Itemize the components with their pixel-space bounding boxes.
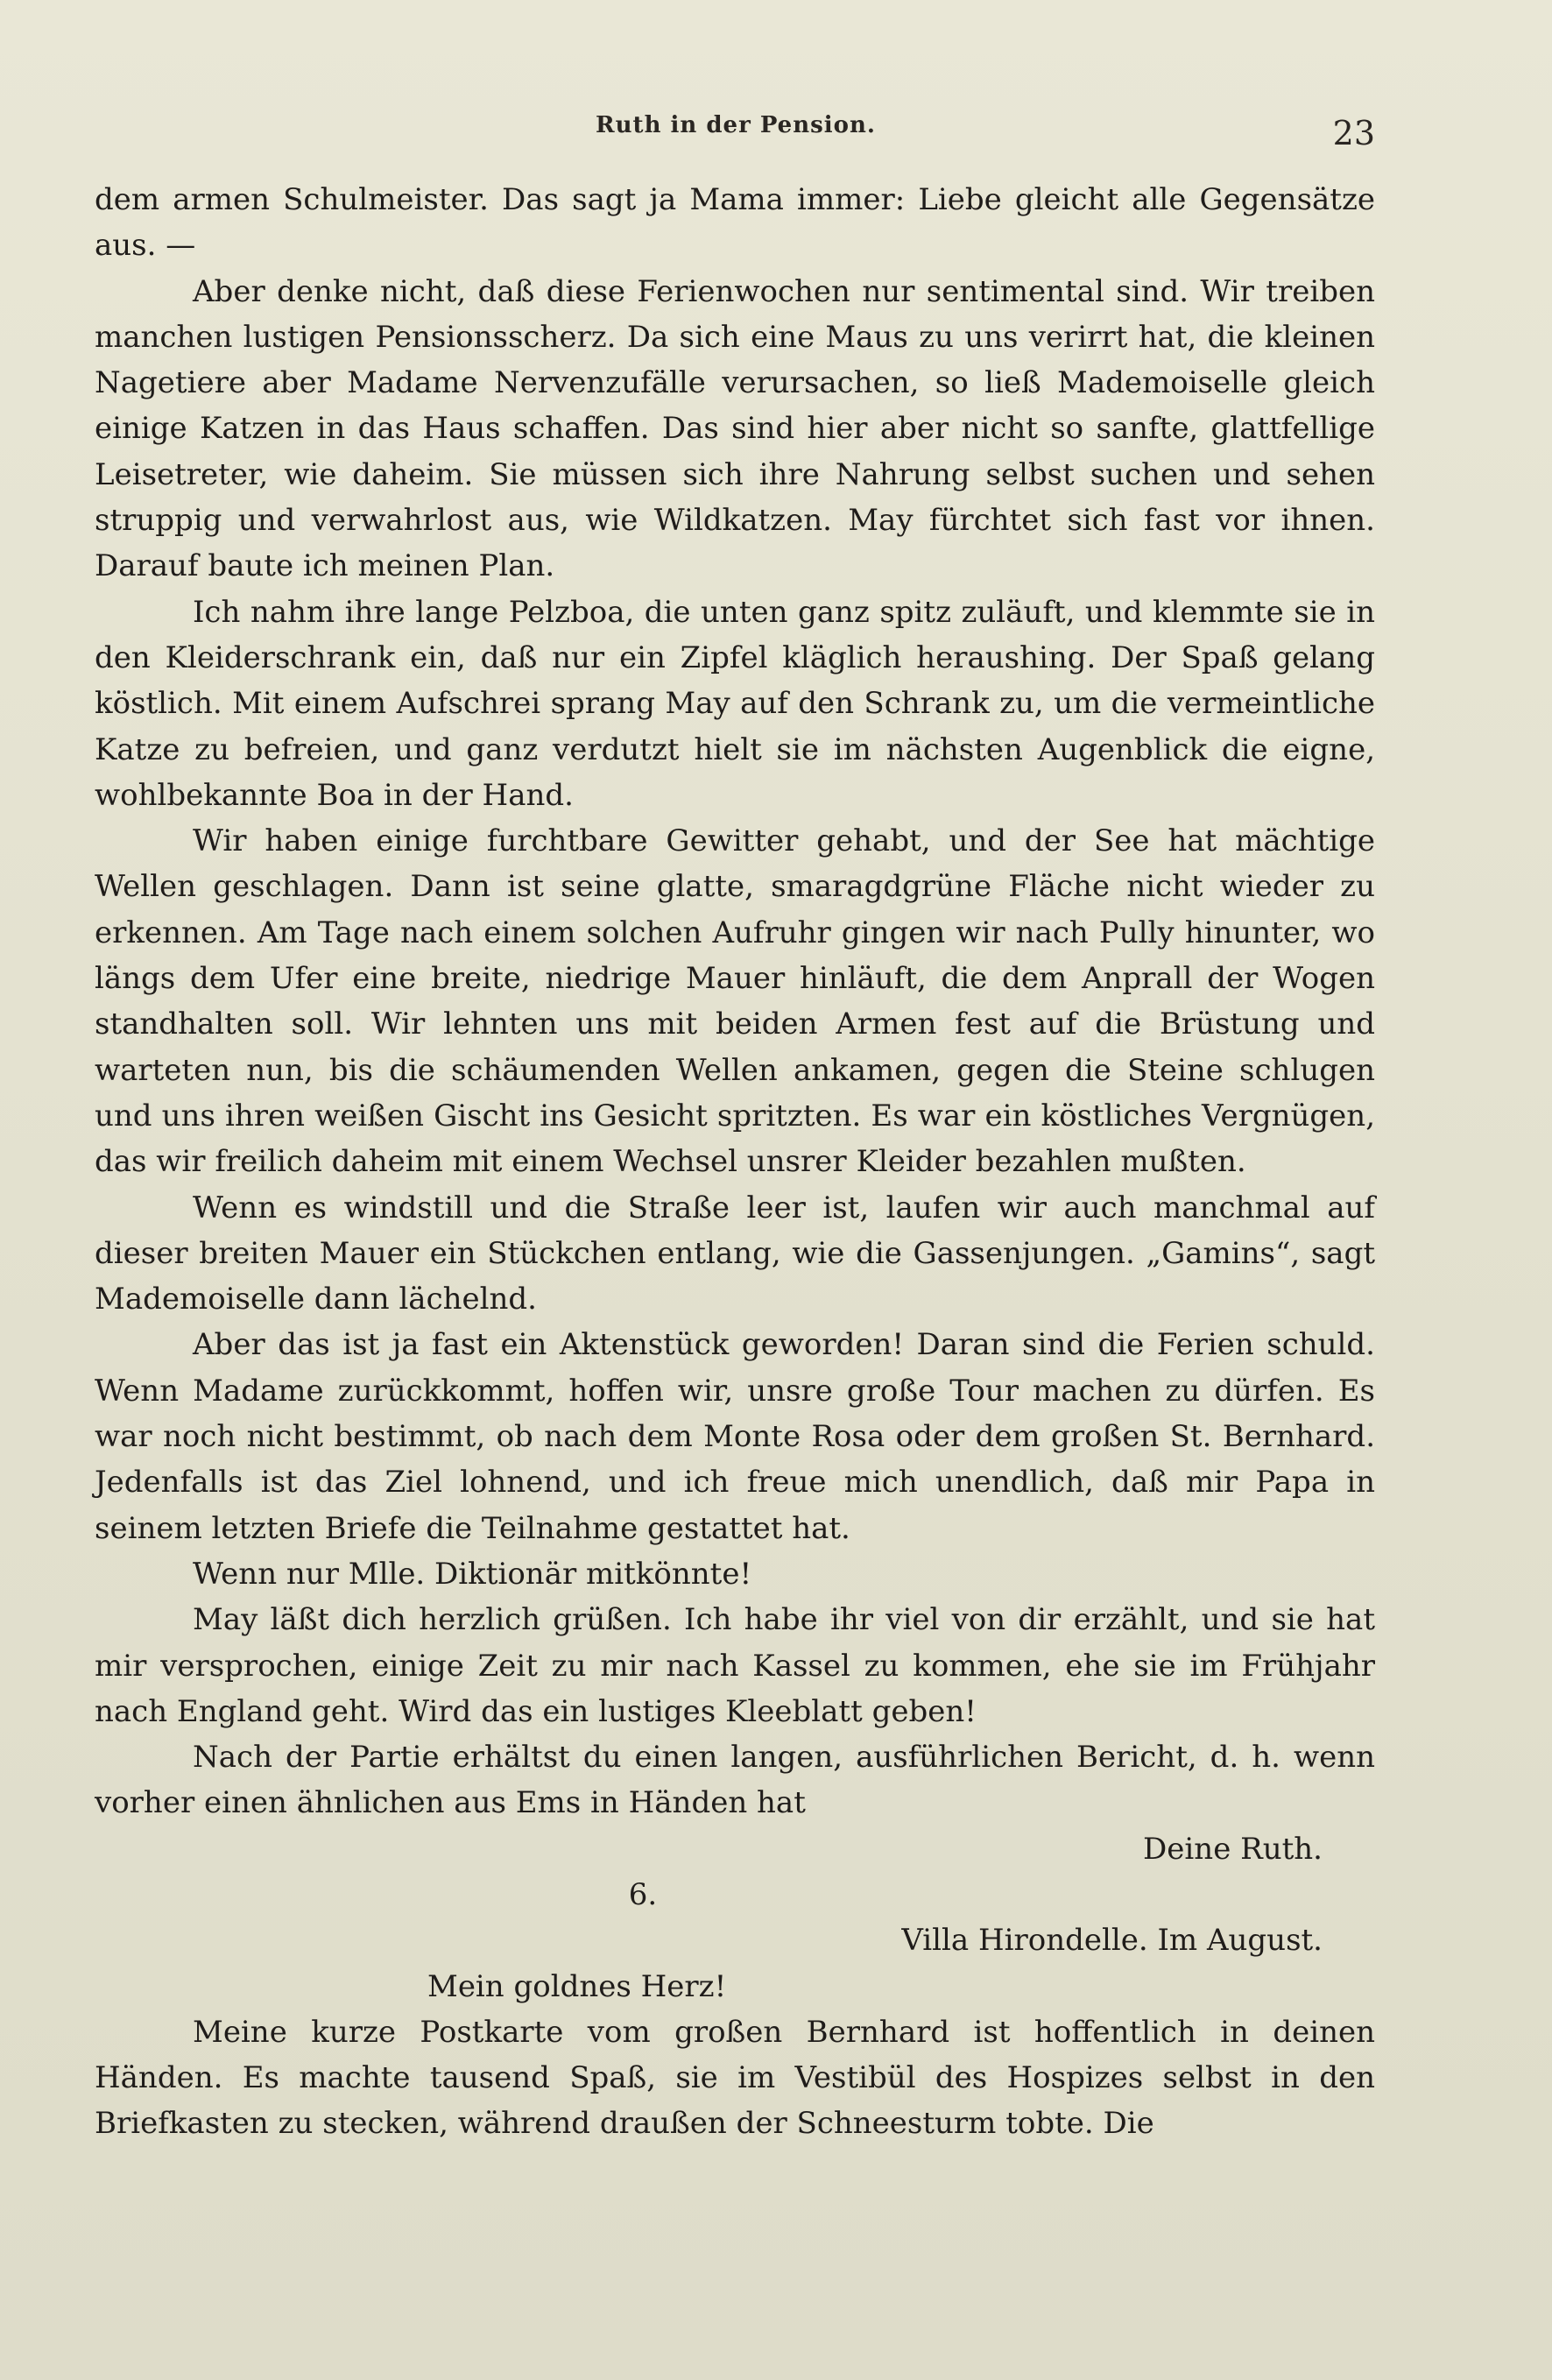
paragraph-6: Aber das ist ja fast ein Aktenstück geworden! Daran sind die Ferien schuld. Wenn Madame zurückkommt, hoffen wir, unsre große Tour machen zu dürfen. Es war noch nicht bestimmt, ob nach dem Monte Rosa oder dem großen St. Bernhard. Jedenfalls ist das Ziel lohnend, und ich freue mich unendlich, daß mir Papa in seinem letzten Briefe die Teilnahme gestattet hat. — [95, 1327, 1375, 1546]
running-title: Ruth in der Pension. — [596, 112, 876, 138]
body-text — [95, 177, 1375, 2147]
paragraph-5: Wenn es windstill und die Straße leer ist, laufen wir auch manchmal auf dieser breiten Mauer ein Stückchen entlang, wie die Gassenjungen. „Gamins“, sagt Mademoiselle dann lächelnd. — [95, 1190, 1375, 1317]
page-header — [96, 103, 1375, 156]
paragraph-1: dem armen Schulmeister. Das sagt ja Mama immer: Liebe gleicht alle Gegensätze aus. — — [95, 182, 1375, 264]
paragraph-8: May läßt dich herzlich grüßen. Ich habe ihr viel von dir erzählt, und sie hat mir versprochen, einige Zeit zu mir nach Kassel zu kommen, ehe sie im Frühjahr nach England geht. Wird das ein lustiges Kleeblatt geben! — [95, 1602, 1375, 1729]
paragraph-7: Wenn nur Mlle. Diktionär mitkönnte! — [193, 1556, 752, 1592]
letter-number: 6. — [628, 1876, 658, 1912]
paragraph-final: Meine kurze Postkarte vom großen Bernhard ist hoffentlich in deinen Händen. Es machte tausend Spaß, sie im Vestibül des Hospizes selbst in den Briefkasten zu stecken, während draußen der Schneesturm tobte. Die — [95, 2014, 1375, 2142]
letter-signature: Deine Ruth. — [1143, 1831, 1323, 1867]
letter-salutation: Mein goldnes Herz! — [427, 1968, 727, 2004]
paragraph-3: Ich nahm ihre lange Pelzboa, die unten ganz spitz zuläuft, und klemmte sie in den Kleiderschrank ein, daß nur ein Zipfel kläglich heraushing. Der Spaß gelang köstlich. Mit einem Aufschrei sprang May auf den Schrank zu, um die vermeintliche Katze zu befreien, und ganz verdutzt hielt sie im nächsten Augenblick die eigne, wohlbekannte Boa in der Hand. — [95, 594, 1375, 813]
paragraph-9: Nach der Partie erhältst du einen langen, ausführlichen Bericht, d. h. wenn vorher einen ähnlichen aus Ems in Händen hat — [95, 1740, 1375, 1821]
page-number: 23 — [1332, 114, 1375, 152]
paragraph-4: Wir haben einige furchtbare Gewitter gehabt, und der See hat mächtige Wellen geschlagen. Dann ist seine glatte, smaragdgrüne Fläche nicht wieder zu erkennen. Am Tage nach einem solchen Aufruhr gingen wir nach Pully hinunter, wo längs dem Ufer eine breite, niedrige Mauer hinläuft, die dem Anprall der Wogen standhalten soll. Wir lehnten uns mit beiden Armen fest auf die Brüstung und warteten nun, bis die schäumenden Wellen ankamen, gegen die Steine schlugen und uns ihren weißen Gischt ins Gesicht spritzten. Es war ein köstliches Vergnügen, das wir freilich daheim mit einem Wechsel unsrer Kleider bezahlen mußten. — [95, 823, 1375, 1180]
letter-place-date: Villa Hirondelle. Im August. — [901, 1923, 1323, 1959]
paragraph-2: Aber denke nicht, daß diese Ferienwochen nur sentimental sind. Wir treiben manchen lustigen Pensionsscherz. Da sich eine Maus zu uns verirrt hat, die kleinen Nagetiere aber Madame Nervenzufälle verursachen, so ließ Mademoiselle gleich einige Katzen in das Haus schaffen. Das sind hier aber nicht so sanfte, glattfellige Leisetreter, wie daheim. Sie müssen sich ihre Nahrung selbst suchen und sehen struppig und verwahrlost aus, wie Wildkatzen. May fürchtet sich fast vor ihnen. Darauf baute ich meinen Plan. — [95, 273, 1375, 584]
